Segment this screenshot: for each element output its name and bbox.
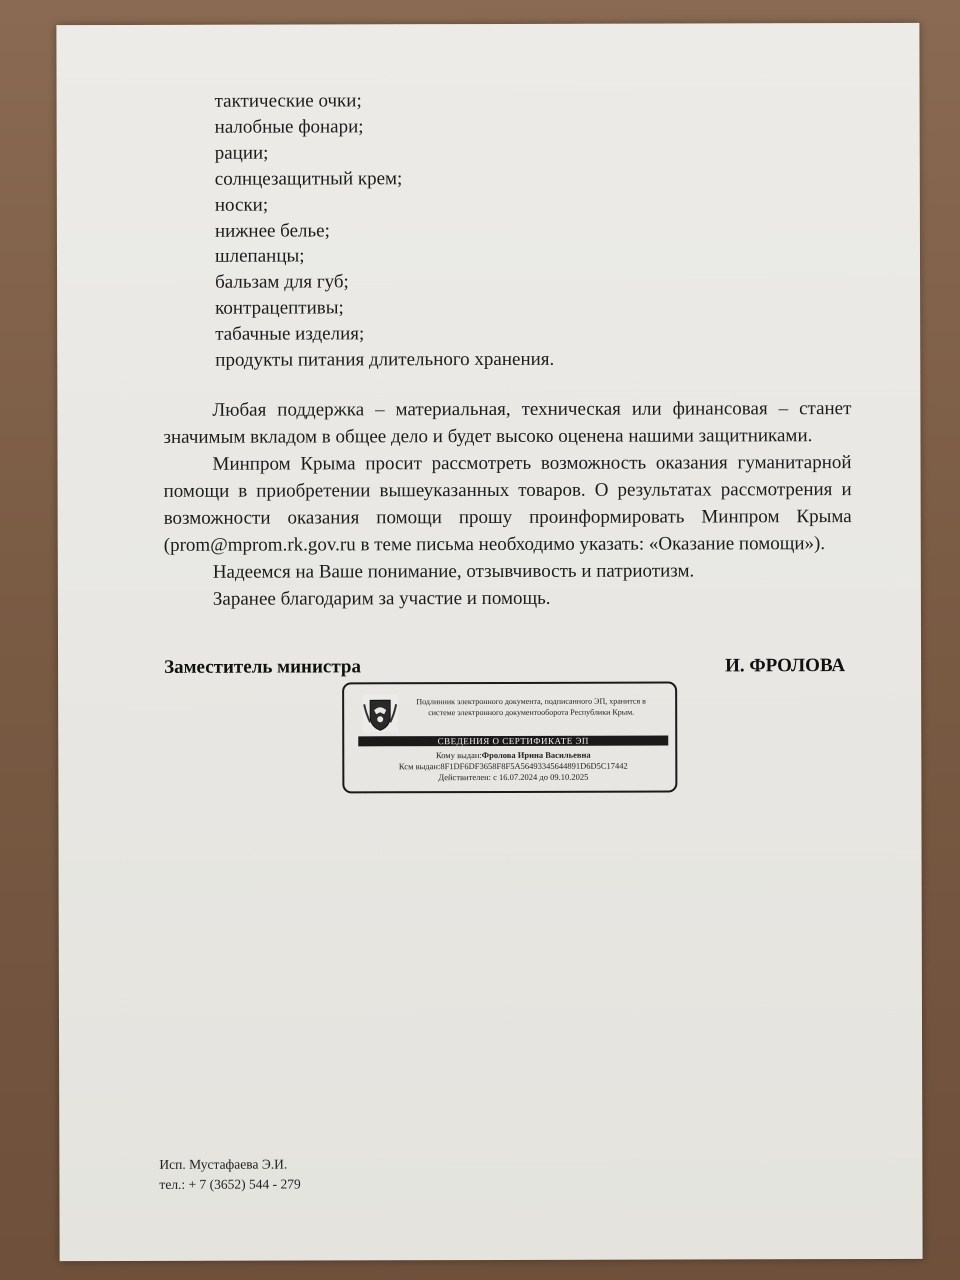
stamp-issued-to	[358, 750, 668, 762]
stamp-validity: Действителен: с 16.07.2024 до 09.10.2025	[438, 771, 589, 783]
list-item: носки;	[214, 194, 269, 216]
document-page	[56, 23, 922, 1261]
list-item: налобные фонари;	[214, 116, 364, 138]
list-item: тактические очки;	[214, 90, 362, 112]
paragraph-request: Минпром Крыма просит рассмотреть возможность оказания гуманитарной помощи в приобретении вышеуказанных товаров. О результатах рассмотрения и возможности оказания помощи прошу проинформировать Минпром Крыма (prom@mprom.rk.gov.ru в теме письма необходимо указать: «Оказание помощи»).	[163, 452, 852, 556]
list-item: бальзам для губ;	[215, 271, 349, 294]
list-item: шлепанцы;	[214, 245, 305, 268]
list-item: солнцезащитный крем;	[214, 167, 403, 190]
paragraph-thanks: Заранее благодарим за участие и помощь.	[212, 587, 551, 610]
list-item: продукты питания длительного хранения.	[215, 348, 555, 371]
paragraph-support: Любая поддержка – материальная, техническая или финансовая – станет значимым вкладом в общее дело и будет высоко оценена нашими защитниками.	[163, 398, 852, 448]
signatory-name: И. ФРОЛОВА	[725, 655, 846, 677]
list-item: табачные изделия;	[215, 323, 365, 345]
item-list	[215, 88, 555, 374]
executor-name: Исп. Мустафаева Э.И.	[159, 1156, 288, 1172]
list-item: рации;	[214, 142, 269, 164]
letter-body	[163, 395, 852, 613]
list-item: нижнее белье;	[214, 219, 330, 242]
issued-to-label: Кому выдан:	[435, 750, 482, 761]
signatory-title: Заместитель министра	[164, 656, 362, 678]
issued-to-value: Фролова Ирина Васильевна	[481, 749, 591, 761]
paragraph-hope: Надеемся на Ваше понимание, отзывчивость и патриотизм.	[212, 560, 695, 583]
list-item: контрацептивы;	[215, 297, 344, 319]
stamp-header: СВЕДЕНИЯ О СЕРТИФИКАТЕ ЭП	[358, 736, 668, 747]
stamp-issuer: Ксм выдан:8F1DF6DF3658F8F5A56493345644891D6D5C17442	[398, 760, 628, 772]
executor-phone: тел.: + 7 (3652) 544 - 279	[159, 1176, 301, 1192]
crimea-emblem-icon	[362, 694, 398, 732]
executor-block	[159, 1154, 300, 1194]
stamp-note: Подлинник электронного документа, подписанного ЭП, хранится в системе электронного документооборота Республики Крым.	[416, 696, 646, 718]
electronic-signature-stamp	[342, 682, 677, 794]
